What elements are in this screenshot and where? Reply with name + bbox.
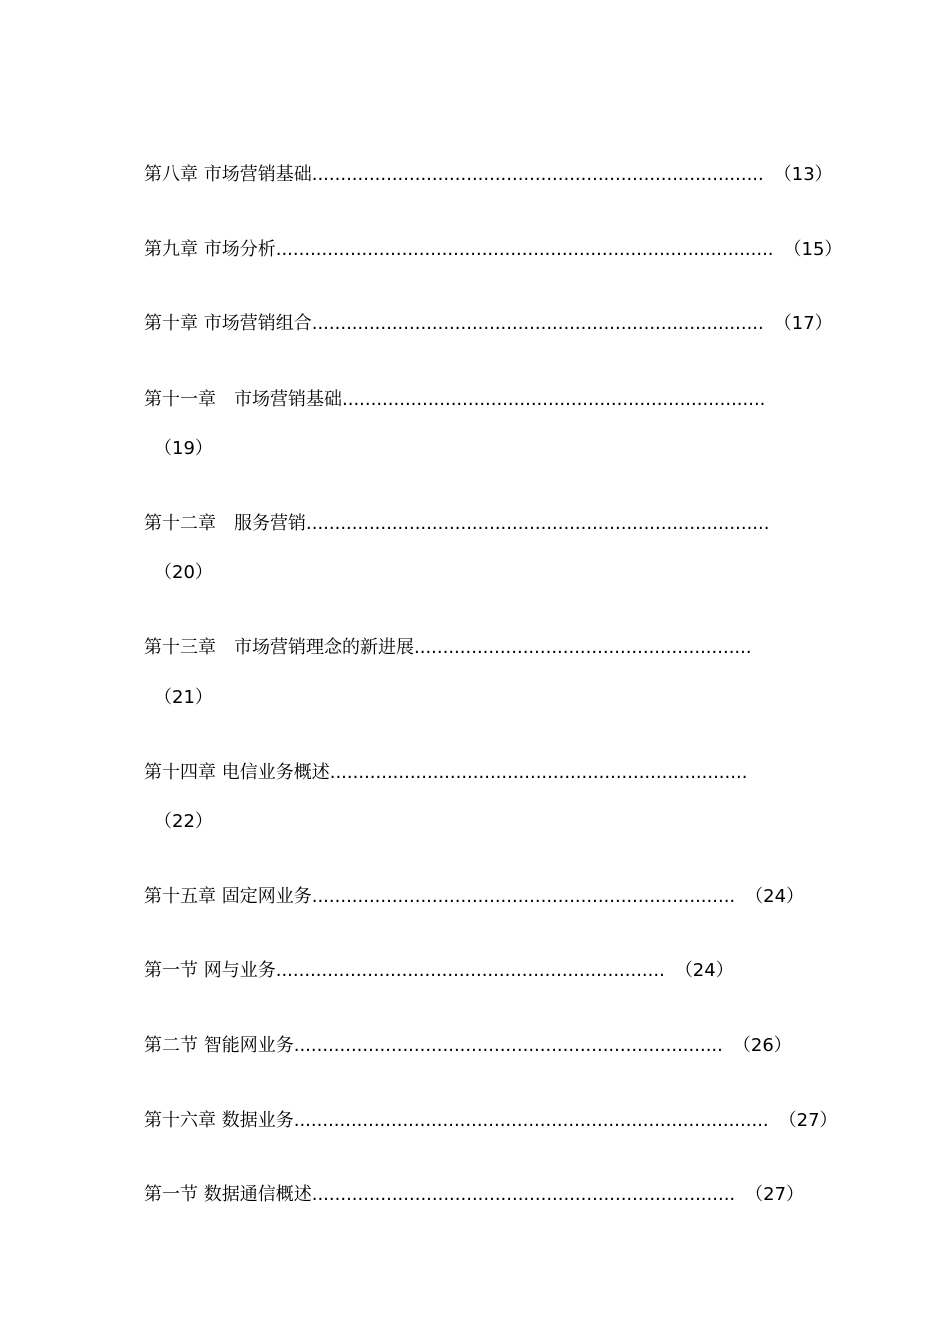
toc-entry-page: （24） [745,886,805,907]
toc-entry-title: 第八章 市场营销基础 [144,164,312,185]
toc-entry-page: （19） [154,438,213,459]
toc-entry-leader: ........................................................................... [293,1035,723,1056]
toc-entry[interactable] [144,385,765,415]
toc-entry[interactable] [144,235,842,265]
toc-entry-page: （13） [773,164,833,185]
toc-entry[interactable] [144,1106,838,1136]
toc-entry-leader: ................................................................................. [306,513,770,534]
toc-entry-title: 第十一章 市场营销基础 [144,389,342,410]
toc-entry[interactable] [144,160,833,190]
toc-entry[interactable] [144,633,752,663]
toc-entry-leader: .......................................................................... [311,1184,736,1205]
toc-entry-title: 第一节 网与业务 [144,960,276,981]
toc-entry-leader: ........................................................... [414,637,752,658]
toc-entry-leader: .......................................................................... [342,389,766,410]
toc-entry-page: （17） [773,313,833,334]
toc-entry-page: （27） [778,1110,838,1131]
toc-entry-title: 第十二章 服务营销 [144,513,306,534]
toc-entry-leader: .................................................................... [275,960,665,981]
toc-entry[interactable] [144,509,769,539]
toc-entry[interactable] [144,1031,792,1061]
toc-entry-page: （24） [674,960,734,981]
toc-entry-title: 第十四章 电信业务概述 [144,762,330,783]
toc-entry-page: （27） [745,1184,805,1205]
toc-entry-title: 第十三章 市场营销理念的新进展 [144,637,414,658]
toc-entry-title: 第十六章 数据业务 [144,1110,294,1131]
toc-entry[interactable] [144,1180,804,1210]
toc-entry-page: （22） [154,811,213,832]
toc-entry-leader: ............................................................................... [311,313,764,334]
toc-entry-leader: .......................................................................... [311,886,736,907]
toc-entry-title: 第十章 市场营销组合 [144,313,312,334]
toc-entry-title: 第十五章 固定网业务 [144,886,312,907]
toc-entry-page: （21） [154,687,213,708]
toc-entry-page: （26） [732,1035,792,1056]
toc-entry-page: （20） [154,562,213,583]
toc-entry[interactable] [144,882,804,912]
toc-entry-page: （15） [783,239,843,260]
toc-entry-title: 第一节 数据通信概述 [144,1184,312,1205]
toc-entry[interactable] [144,309,833,339]
toc-entry[interactable] [144,956,734,986]
toc-entry-title: 第九章 市场分析 [144,239,276,260]
toc-entry-leader: ....................................................................................... [275,239,774,260]
toc-entry-title: 第二节 智能网业务 [144,1035,294,1056]
toc-entry-leader: ............................................................................... [311,164,764,185]
toc-entry[interactable] [144,758,747,788]
toc-entry-leader: ................................................................................... [293,1110,769,1131]
toc-entry-leader: ......................................................................... [329,762,748,783]
